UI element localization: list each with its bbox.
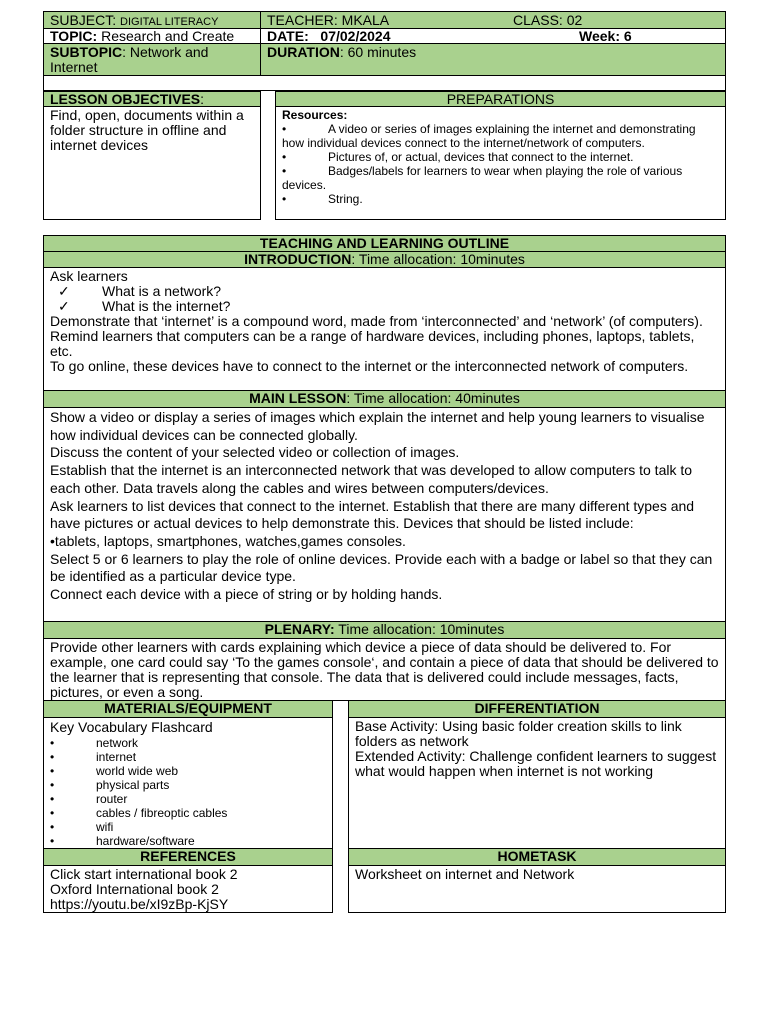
main-para: Ask learners to list devices that connect to the internet. Establish that there are many different types and have pictures or actual devices to help demonstrate this. Devices that should be listed include:: [50, 497, 695, 532]
resource-item: • String.: [282, 192, 363, 206]
resource-item: • Pictures of, or actual, devices that connect to the internet.: [282, 150, 634, 164]
intro-time: : Time allocation: 10minutes: [351, 251, 525, 267]
vocabulary-item: • network: [50, 736, 139, 750]
teacher-label: TEACHER: MKALA: [267, 12, 390, 28]
teacher-cell: [260, 11, 726, 29]
vocabulary-item: • cables / fibreoptic cables: [50, 806, 228, 820]
intro-heading: [43, 251, 726, 268]
outline-title: [43, 235, 726, 252]
resource-item: • Badges/labels for learners to wear when playing the role of various devices.: [282, 164, 683, 192]
vocabulary-item: • world wide web: [50, 764, 179, 778]
differentiation-heading-text: DIFFERENTIATION: [474, 700, 600, 716]
plenary-label: PLENARY:: [264, 621, 335, 637]
materials-heading-text: MATERIALS/EQUIPMENT: [104, 700, 272, 716]
plenary-body: [43, 638, 726, 701]
hometask-heading: [348, 848, 726, 866]
main-time: : Time allocation: 40minutes: [346, 390, 520, 406]
intro-body: [43, 267, 726, 391]
objectives-heading-colon: :: [200, 91, 205, 107]
preparations-body: [275, 106, 726, 220]
intro-para-2: To go online, these devices have to connect to the internet or the interconnected network of computers.: [50, 358, 689, 374]
main-para: Connect each device with a piece of string or by holding hands.: [50, 586, 443, 603]
hometask-body: [348, 865, 726, 913]
vocabulary-item: • physical parts: [50, 778, 170, 792]
reference-item: Click start international book 2: [50, 866, 238, 882]
objectives-heading: [43, 91, 261, 107]
vocabulary-item: • router: [50, 792, 128, 806]
subject-label: SUBJECT:: [50, 12, 117, 28]
extended-activity: Extended Activity: Challenge confident learners to suggest what would happen when internet is not working: [355, 748, 717, 779]
materials-heading: [43, 700, 333, 718]
subtopic-value: : Network and Internet: [50, 44, 209, 75]
resources-list: [282, 122, 719, 206]
references-heading-text: REFERENCES: [140, 848, 236, 864]
topic-label: TOPIC:: [50, 28, 98, 44]
class-label: CLASS: 02: [513, 12, 583, 28]
subject-value: DIGITAL LITERACY: [120, 16, 219, 28]
main-para: •tablets, laptops, smartphones, watches,games consoles.: [50, 532, 406, 549]
differentiation-heading: [348, 700, 726, 718]
vocabulary-title: Key Vocabulary Flashcard: [50, 719, 213, 735]
date-label: DATE:: [267, 28, 309, 44]
main-body: [43, 407, 726, 622]
duration-label: DURATION: [267, 44, 340, 60]
references-heading: [43, 848, 333, 866]
base-activity: Base Activity: Using basic folder creation skills to link folders as network: [355, 718, 682, 749]
vocabulary-item: • internet: [50, 750, 137, 764]
plenary-text: Provide other learners with cards explaining which device a piece of data should be delivered to. For example, one card could say ‘To the games console‘, and contain a piece of data that should be delivered to the learner that is representing that console. The data that is delivered could include messages, facts, pictures, or even a song.: [50, 639, 719, 700]
preparations-heading-text: PREPARATIONS: [446, 91, 555, 107]
week-label: Week: 6: [579, 28, 632, 44]
materials-body: [43, 717, 333, 849]
main-para: Select 5 or 6 learners to play the role of online devices. Provide each with a badge or label so that they can be identified as a particular device type.: [50, 550, 713, 585]
subtopic-cell: [43, 43, 261, 76]
plenary-heading: [43, 621, 726, 639]
intro-questions: [50, 284, 719, 314]
intro-para-1: Demonstrate that ‘internet’ is a compound word, made from ‘interconnected’ and ‘network’ (of computers). Remind learners that computers can be a range of hardware devices, including phones, laptops, tablets, etc.: [50, 313, 703, 359]
intro-label: INTRODUCTION: [244, 251, 352, 267]
hometask-heading-text: HOMETASK: [497, 848, 577, 864]
date-value: 07/02/2024: [320, 28, 391, 44]
main-para: Discuss the content of your selected video or collection of images.: [50, 444, 460, 461]
main-heading: [43, 390, 726, 408]
preparations-heading: [275, 91, 726, 107]
main-label: MAIN LESSON: [249, 390, 347, 406]
objectives-heading-text: LESSON OBJECTIVES: [50, 91, 201, 107]
main-para: Show a video or display a series of images which explain the internet and help young learners to visualise how individual devices can be connected globally.: [50, 409, 705, 443]
resources-label: Resources:: [282, 108, 348, 122]
subject-cell: [43, 11, 261, 29]
plenary-time: Time allocation: 10minutes: [334, 621, 505, 637]
intro-ask: Ask learners: [50, 268, 128, 284]
objectives-body: [43, 106, 261, 220]
reference-link[interactable]: https://youtu.be/xI9zBp-KjSY: [50, 896, 229, 912]
vocabulary-list: [50, 736, 326, 848]
outline-title-text: TEACHING AND LEARNING OUTLINE: [259, 235, 510, 251]
main-para: Establish that the internet is an interconnected network that was developed to allow computers to talk to each other. Data travels along the cables and wires between computers/devices.: [50, 462, 693, 496]
references-body: [43, 865, 333, 913]
intro-question: ✓ What is a network?: [50, 284, 719, 299]
topic-value: Research and Create: [101, 28, 235, 44]
vocabulary-item: • wifi: [50, 820, 114, 834]
intro-question: ✓ What is the internet?: [50, 299, 719, 314]
resource-item: • A video or series of images explaining the internet and demonstrating how individual devices connect to the internet/network of computers.: [282, 122, 696, 150]
header-spacer: [43, 75, 726, 91]
subtopic-label: SUBTOPIC: [50, 44, 123, 60]
hometask-text: Worksheet on internet and Network: [355, 866, 575, 882]
date-cell: [260, 28, 726, 44]
objectives-text: Find, open, documents within a folder structure in offline and internet devices: [50, 107, 244, 153]
duration-value: : 60 minutes: [339, 44, 417, 60]
topic-cell: [43, 28, 261, 44]
reference-item: Oxford International book 2: [50, 881, 219, 897]
differentiation-body: [348, 717, 726, 849]
vocabulary-item: • hardware/software: [50, 834, 195, 848]
duration-cell: [260, 43, 726, 76]
